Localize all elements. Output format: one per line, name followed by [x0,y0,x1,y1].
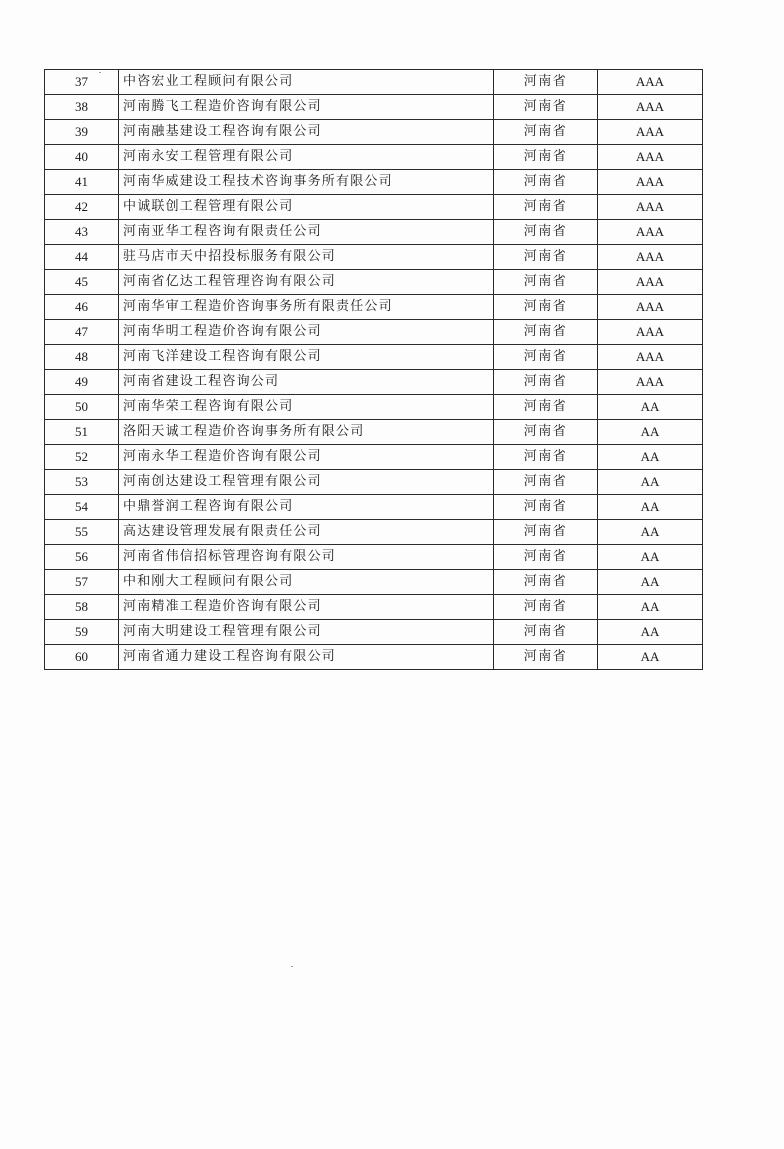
credit-grade: AAA [598,370,703,395]
company-name: 河南精准工程造价咨询有限公司 [119,595,494,620]
province: 河南省 [494,345,598,370]
table-row [45,245,703,270]
row-number: 46 [45,295,119,320]
row-number: 48 [45,345,119,370]
row-number: 49 [45,370,119,395]
scan-speck [99,72,101,73]
table-body [45,70,703,670]
table-row [45,70,703,95]
row-number: 47 [45,320,119,345]
row-number: 42 [45,195,119,220]
row-number: 60 [45,645,119,670]
company-name: 河南省亿达工程管理咨询有限公司 [119,270,494,295]
table-row [45,545,703,570]
row-number: 57 [45,570,119,595]
credit-grade: AAA [598,195,703,220]
credit-grade: AA [598,645,703,670]
company-name: 中咨宏业工程顾问有限公司 [119,70,494,95]
table-row [45,595,703,620]
company-name: 洛阳天诚工程造价咨询事务所有限公司 [119,420,494,445]
company-name: 河南永安工程管理有限公司 [119,145,494,170]
province: 河南省 [494,495,598,520]
company-name: 河南亚华工程咨询有限责任公司 [119,220,494,245]
row-number: 50 [45,395,119,420]
company-name: 河南省伟信招标管理咨询有限公司 [119,545,494,570]
table-row [45,220,703,245]
province: 河南省 [494,570,598,595]
company-name: 河南创达建设工程管理有限公司 [119,470,494,495]
company-name: 河南华审工程造价咨询事务所有限责任公司 [119,295,494,320]
table-row [45,445,703,470]
province: 河南省 [494,520,598,545]
credit-grade: AA [598,495,703,520]
row-number: 40 [45,145,119,170]
table-row [45,620,703,645]
table-row [45,395,703,420]
table-row [45,170,703,195]
row-number: 55 [45,520,119,545]
table-row [45,345,703,370]
table-row [45,570,703,595]
company-rating-table [44,69,703,670]
credit-grade: AAA [598,170,703,195]
company-name: 河南飞洋建设工程咨询有限公司 [119,345,494,370]
row-number: 59 [45,620,119,645]
credit-grade: AAA [598,120,703,145]
scan-speck [291,966,293,967]
table-row [45,320,703,345]
credit-grade: AAA [598,220,703,245]
company-name: 中鼎誉润工程咨询有限公司 [119,495,494,520]
table-row [45,470,703,495]
table-row [45,145,703,170]
row-number: 51 [45,420,119,445]
row-number: 45 [45,270,119,295]
credit-grade: AA [598,395,703,420]
company-name: 河南腾飞工程造价咨询有限公司 [119,95,494,120]
credit-grade: AA [598,545,703,570]
province: 河南省 [494,470,598,495]
company-name: 中和刚大工程顾问有限公司 [119,570,494,595]
row-number: 39 [45,120,119,145]
company-name: 高达建设管理发展有限责任公司 [119,520,494,545]
table-row [45,520,703,545]
table-row [45,195,703,220]
province: 河南省 [494,445,598,470]
province: 河南省 [494,120,598,145]
credit-grade: AA [598,470,703,495]
credit-grade: AAA [598,95,703,120]
credit-grade: AAA [598,245,703,270]
credit-grade: AAA [598,145,703,170]
credit-grade: AAA [598,345,703,370]
province: 河南省 [494,295,598,320]
row-number: 53 [45,470,119,495]
credit-grade: AA [598,570,703,595]
row-number: 37 [45,70,119,95]
company-name: 河南省通力建设工程咨询有限公司 [119,645,494,670]
row-number: 43 [45,220,119,245]
row-number: 58 [45,595,119,620]
credit-grade: AA [598,420,703,445]
table-row [45,270,703,295]
credit-grade: AA [598,445,703,470]
province: 河南省 [494,145,598,170]
row-number: 56 [45,545,119,570]
table-row [45,120,703,145]
table-row [45,420,703,445]
province: 河南省 [494,370,598,395]
company-name: 河南华荣工程咨询有限公司 [119,395,494,420]
province: 河南省 [494,420,598,445]
company-name: 河南省建设工程咨询公司 [119,370,494,395]
province: 河南省 [494,545,598,570]
province: 河南省 [494,170,598,195]
province: 河南省 [494,320,598,345]
credit-grade: AAA [598,70,703,95]
table-row [45,495,703,520]
company-name: 驻马店市天中招投标服务有限公司 [119,245,494,270]
credit-grade: AAA [598,270,703,295]
company-name: 河南华威建设工程技术咨询事务所有限公司 [119,170,494,195]
credit-grade: AA [598,520,703,545]
province: 河南省 [494,70,598,95]
province: 河南省 [494,595,598,620]
table-row [45,370,703,395]
table-row [45,95,703,120]
province: 河南省 [494,95,598,120]
row-number: 38 [45,95,119,120]
credit-grade: AAA [598,295,703,320]
row-number: 44 [45,245,119,270]
table-row [45,645,703,670]
province: 河南省 [494,645,598,670]
table-row [45,295,703,320]
credit-grade: AA [598,620,703,645]
province: 河南省 [494,195,598,220]
credit-grade: AAA [598,320,703,345]
row-number: 54 [45,495,119,520]
province: 河南省 [494,220,598,245]
row-number: 52 [45,445,119,470]
company-name: 河南大明建设工程管理有限公司 [119,620,494,645]
province: 河南省 [494,270,598,295]
province: 河南省 [494,395,598,420]
province: 河南省 [494,620,598,645]
company-name: 河南融基建设工程咨询有限公司 [119,120,494,145]
company-name: 河南华明工程造价咨询有限公司 [119,320,494,345]
company-name: 中诚联创工程管理有限公司 [119,195,494,220]
credit-grade: AA [598,595,703,620]
province: 河南省 [494,245,598,270]
row-number: 41 [45,170,119,195]
company-name: 河南永华工程造价咨询有限公司 [119,445,494,470]
